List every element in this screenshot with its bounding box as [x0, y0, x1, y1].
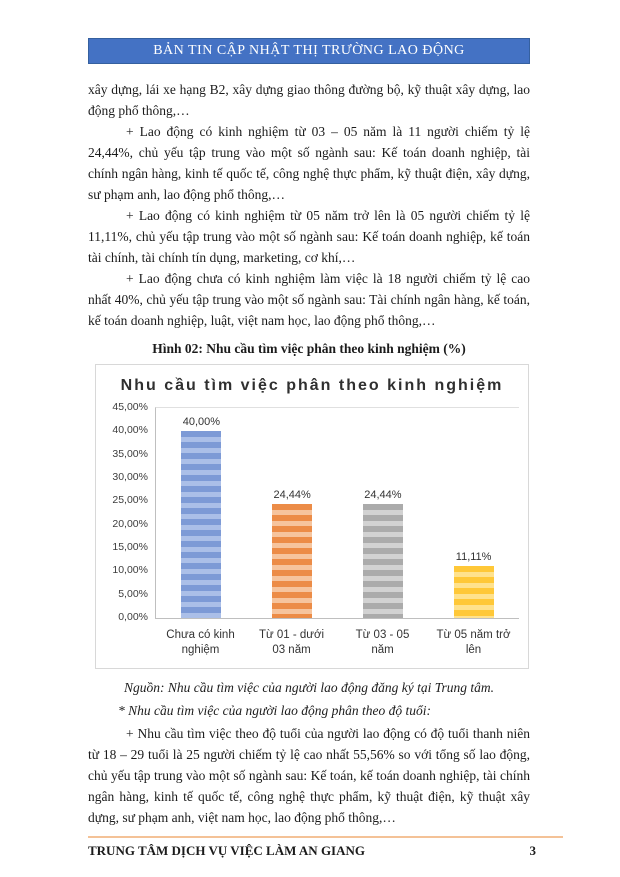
footer-page-number: 3: [529, 843, 536, 858]
footer-rule: [88, 836, 563, 838]
chart-title: Nhu cầu tìm việc phân theo kinh nghiệm: [120, 377, 504, 394]
plot-area: [155, 407, 519, 619]
paragraph-age-18-29: + Nhu cầu tìm việc theo độ tuổi của người lao động có độ tuổi thanh niên từ 18 – 29 tuổi là 25 người chiếm tỷ lệ cao nhất 55,56% so với tổng số lao động, chủ yếu tập trung vào một số ngành sau: Kế toán, kế toán doanh nghiệp, tài chính ngân hàng, kinh tế quốc tế, công nghệ thực phẩm, kỹ thuật điện, kỹ thuật xây dựng, sư phạm anh, việt nam học, lao động phổ thông,…: [88, 725, 530, 825]
paragraph-continuation: xây dựng, lái xe hạng B2, xây dựng giao thông đường bộ, kỹ thuật xây dựng, lao động phổ thông,…: [88, 82, 530, 118]
y-tick: 35,00%: [112, 447, 148, 460]
bar-slot: [338, 408, 429, 618]
paragraph-experience-3-5: + Lao động có kinh nghiệm từ 03 – 05 năm là 11 người chiếm tỷ lệ 24,44%, chủ yếu tập trung vào một số ngành sau: Kế toán doanh nghiệp, tài chính ngân hàng, kinh tế quốc tế, công nghệ thực phẩm, kỹ thuật điện, xây dựng, sư phạm anh, lao động phổ thông,…: [88, 124, 530, 202]
bar-chart: [95, 364, 529, 669]
footer-row: [88, 843, 536, 859]
bar-no-experience: [181, 431, 221, 618]
page-content: [88, 79, 530, 828]
y-tick: 15,00%: [112, 540, 148, 553]
page-footer: [0, 836, 620, 859]
y-tick: 20,00%: [112, 517, 148, 530]
bar-5plus-years: [454, 566, 494, 618]
chart-plot-grid: [105, 401, 519, 658]
y-tick: 5,00%: [118, 587, 148, 600]
bar-3-to-5-years: [363, 504, 403, 618]
bar-slot: [156, 408, 247, 618]
y-tick: 45,00%: [112, 401, 148, 413]
bar-1-to-3-years: [272, 504, 312, 618]
y-tick: 10,00%: [112, 564, 148, 577]
figure-caption: Hình 02: Nhu cầu tìm việc phân theo kinh nghiệm (%): [152, 341, 466, 356]
data-label: 24,44%: [364, 489, 402, 501]
data-label: 11,11%: [455, 551, 492, 563]
category-label: Từ 03 - 05 năm: [355, 629, 410, 656]
paragraph-no-experience: + Lao động chưa có kinh nghiệm làm việc là 18 người chiếm tỷ lệ cao nhất 40%, chủ yếu tập trung vào một số ngành sau: Tài chính ngân hàng, kế toán, kế toán doanh nghiệp, luật, việt nam học, lao động phổ thông,…: [88, 271, 530, 328]
bar-slot: [428, 408, 519, 618]
x-axis-category-labels: [155, 628, 519, 658]
y-axis-tick-labels: [105, 401, 155, 623]
data-label: 40,00%: [182, 416, 221, 428]
chart-source-note: Nguồn: Nhu cầu tìm việc của người lao động đăng ký tại Trung tâm.: [123, 679, 495, 695]
paragraph-experience-5plus: + Lao động có kinh nghiệm từ 05 năm trở lên là 05 người chiếm tỷ lệ 11,11%, chủ yếu tập trung vào một số ngành sau: Kế toán doanh nghiệp, kế toán tài chính, tài chính tín dụng, marketing, cơ khí,…: [88, 208, 530, 265]
bar-slot: [247, 408, 338, 618]
y-tick: 0,00%: [118, 610, 148, 623]
category-label: Từ 05 năm trở lên: [436, 629, 511, 656]
header-banner: [88, 38, 530, 64]
footer-organization: TRUNG TÂM DỊCH VỤ VIỆC LÀM AN GIANG: [88, 843, 365, 858]
data-label: 24,44%: [273, 489, 311, 501]
y-tick: 25,00%: [112, 494, 148, 507]
subheading-age: * Nhu cầu tìm việc của người lao động phân theo độ tuổi:: [118, 702, 432, 718]
header-banner-title: BẢN TIN CẬP NHẬT THỊ TRƯỜNG LAO ĐỘNG: [153, 43, 465, 58]
y-tick: 30,00%: [112, 470, 148, 483]
category-label: Từ 01 - dưới 03 năm: [258, 629, 325, 656]
category-label: Chưa có kinh nghiệm: [166, 629, 235, 656]
y-tick: 40,00%: [112, 424, 148, 437]
